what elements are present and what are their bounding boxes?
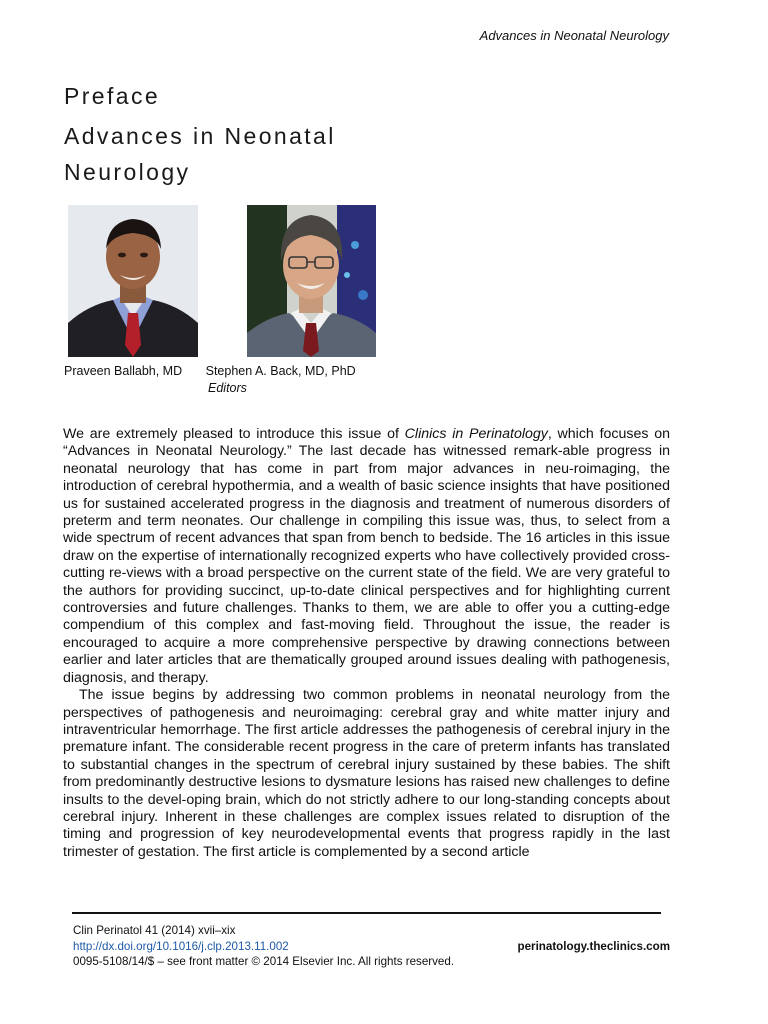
footer-citation: Clin Perinatol 41 (2014) xvii–xix bbox=[73, 924, 236, 937]
preface-body bbox=[63, 426, 670, 861]
journal-website[interactable]: perinatology.theclinics.com bbox=[517, 939, 670, 953]
paragraph-2: The issue begins by addressing two common problems in neonatal neurology from the perspectives of pathogenesis and neuroimaging: cerebral gray and white matter injury and intraventricular hemorrhage. The first article addresses the pathogenesis of cerebral injury in the premature infant. The considerable recent progress in the care of preterm infants has translated to substantial changes in the spectrum of cerebral injury sustained by these babies. The shift from predominantly destructive lesions to dysmature lesions has raised new challenges to define insults to the devel-oping brain, which do not strictly adhere to our long-standing concepts about cerebral injury. Inherent in these challenges are complex issues related to disruption of the timing and progression of key neurodevelopmental events that progress rapidly in the last trimester of gestation. The first article is complemented by a second article bbox=[63, 687, 670, 860]
editors-label: Editors bbox=[208, 381, 247, 395]
paragraph-1-start: We are extremely pleased to introduce this issue of bbox=[63, 426, 405, 442]
editor-names bbox=[64, 364, 356, 378]
running-head: Advances in Neonatal Neurology bbox=[479, 28, 669, 43]
title-preface: Preface bbox=[64, 83, 161, 109]
paragraph-1 bbox=[63, 426, 670, 687]
page-footer bbox=[73, 923, 670, 970]
article-title bbox=[64, 78, 684, 190]
footer-rule bbox=[72, 912, 661, 914]
editor-photo-back bbox=[247, 205, 376, 357]
title-line-2: Advances in Neonatal bbox=[64, 123, 336, 149]
editor-photo-ballabh bbox=[68, 205, 198, 357]
paragraph-1-rest: , which focuses on “Advances in Neonatal Neurology.” The last decade has witnessed remark-able progress in neonatal neurology that has come in part from major advances in neu-roimaging, the introduction of cerebral hypothermia, and a wealth of basic science insights that have positioned us for sustained accelerated progress in the diagnosis and treatment of numerous disorders of preterm and term neonates. Our challenge in compiling this issue was, thus, to select from a wide spectrum of recent advances that span from bench to bedside. The 16 articles in this issue draw on the expertise of internationally recognized experts who have collectively provided cross-cutting re-views with a broad perspective on the current state of the field. We are very grateful to the authors for providing succinct, up-to-date clinical perspectives and for highlighting current controversies and future challenges. Thanks to them, we are able to offer you a cutting-edge compendium of this complex and fast-moving field. Throughout the issue, the reader is encouraged to acquire a more comprehensive perspective by drawing connections between earlier and later articles that are thematically grouped around issues dealing with pathogenesis, diagnosis, and therapy. bbox=[63, 426, 670, 686]
title-line-3: Neurology bbox=[64, 159, 191, 185]
doi-link[interactable]: http://dx.doi.org/10.1016/j.clp.2013.11.002 bbox=[73, 939, 289, 953]
journal-name: Clinics in Perinatology bbox=[404, 426, 548, 442]
editor-name-back: Stephen A. Back, MD, PhD bbox=[205, 364, 356, 378]
footer-copyright: 0095-5108/14/$ – see front matter © 2014 Elsevier Inc. All rights reserved. bbox=[73, 955, 455, 968]
editor-name-ballabh: Praveen Ballabh, MD bbox=[64, 364, 183, 378]
